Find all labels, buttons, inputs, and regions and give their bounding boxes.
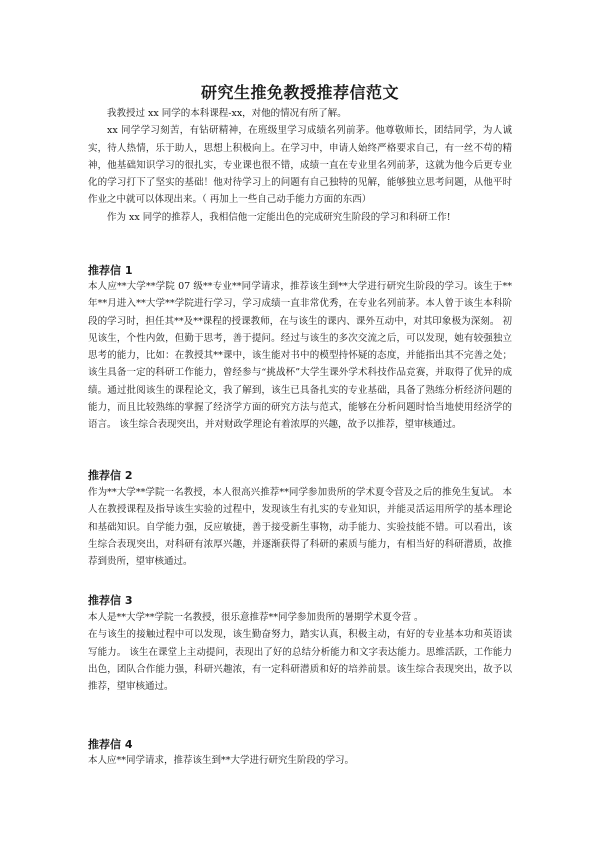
letter-2-body	[88, 484, 512, 570]
page-title: 研究生推免教授推荐信范文	[200, 83, 399, 102]
letter-1-paragraph-1: 本人应**大学**学院 07 级**专业**同学请求，推荐该生到**大学进行研究生阶段的学习。该生于**年**月进入**大学**学院进行学习，学习成绩一直非常优秀，在专业名列前茅。本人曾于该生本科阶段的学习时，担任其**及**课程的授课教师，在与该生的课内、课外互动中，对其印象极为深刻。 初见该生，个性内敛，但勤于思考，善于提问。经过与该生的多次交流之后，可以发现，她有较强独立思考的能力，比如：在教授其**课中，该生能对书中的模型持怀疑的态度，并能指出其不完善之处；该生具备一定的科研工作能力，曾经参与“挑战杯”大学生课外学术科技作品竞赛，并取得了优异的成绩。通过批阅该生的课程论文，我了解到，该生已具备扎实的专业基础，具备了熟练分析经济问题的能力，而且比较熟练的掌握了经济学方面的研究方法与范式，能够在分析问题时恰当地使用经济学的语言。 该生综合表现突出，并对财政学理论有着浓厚的兴趣，故予以推荐，望审核通过。	[88, 281, 512, 431]
letter-3-heading: 推荐信 3	[88, 594, 133, 607]
letter-1-body	[88, 278, 512, 434]
intro-paragraph-2: xx 同学学习刻苦，有钻研精神，在班级里学习成绩名列前茅。他尊敬师长，团结同学，为人诚实，待人热情，乐于助人，思想上积极向上。在学习中，申请人始终严格要求自己，有一丝不苟的精神，他基础知识学习的很扎实，专业课也很不错，成绩一直在专业里名列前茅，这就为他今后更专业化的学习打下了坚实的基础！他对待学习上的问题有自己独特的见解，能够独立思考问题，从他平时作业之中就可以体现出来。（ 再加上一些自己动手能力方面的东西）	[88, 125, 512, 206]
letter-3-paragraph-1: 本人是**大学**学院一名教授，很乐意推荐**同学参加贵所的暑期学术夏令营 。	[88, 612, 424, 623]
letter-4-heading: 推荐信 4	[88, 738, 133, 751]
letter-3-body	[88, 609, 512, 695]
letter-4-paragraph-1: 本人应**同学请求，推荐该生到**大学进行研究生阶段的学习。	[88, 755, 355, 766]
letter-3-paragraph-2: 在与该生的接触过程中可以发现，该生勤奋努力，踏实认真，积极主动，有好的专业基本功和英语读写能力。 该生在课堂上主动提问，表现出了好的总结分析能力和文字表达能力。思维活跃，工作能力出色，团队合作能力强，科研兴趣浓，有一定科研潜质和好的培养前景。该生综合表现突出，故予以推荐，望审核通过。	[88, 629, 512, 693]
letter-2-paragraph-1: 作为**大学**学院一名教授，本人很高兴推荐**同学参加贵所的学术夏令营及之后的推免生复试。 本人在教授课程及指导该生实验的过程中，发现该生有扎实的专业知识，并能灵活运用所学的基本理论和基础知识。自学能力强，反应敏捷，善于接受新生事物，动手能力、实验技能不错。可以看出，该生综合表现突出，对科研有浓厚兴趣，并逐渐获得了科研的素质与能力，有相当好的科研潜质，故推荐到贵所，望审核通过。	[88, 487, 512, 568]
letter-2-heading: 推荐信 2	[88, 469, 133, 482]
letter-4-body	[88, 752, 512, 769]
intro-paragraph-3: 作为 xx 同学的推荐人，我相信他一定能出色的完成研究生阶段的学习和科研工作!	[107, 211, 451, 223]
intro-paragraph-1: 我教授过 xx 同学的本科课程-xx，对他的情况有所了解。	[107, 108, 347, 119]
intro-section	[88, 105, 512, 226]
letter-1-heading: 推荐信 1	[88, 264, 133, 277]
